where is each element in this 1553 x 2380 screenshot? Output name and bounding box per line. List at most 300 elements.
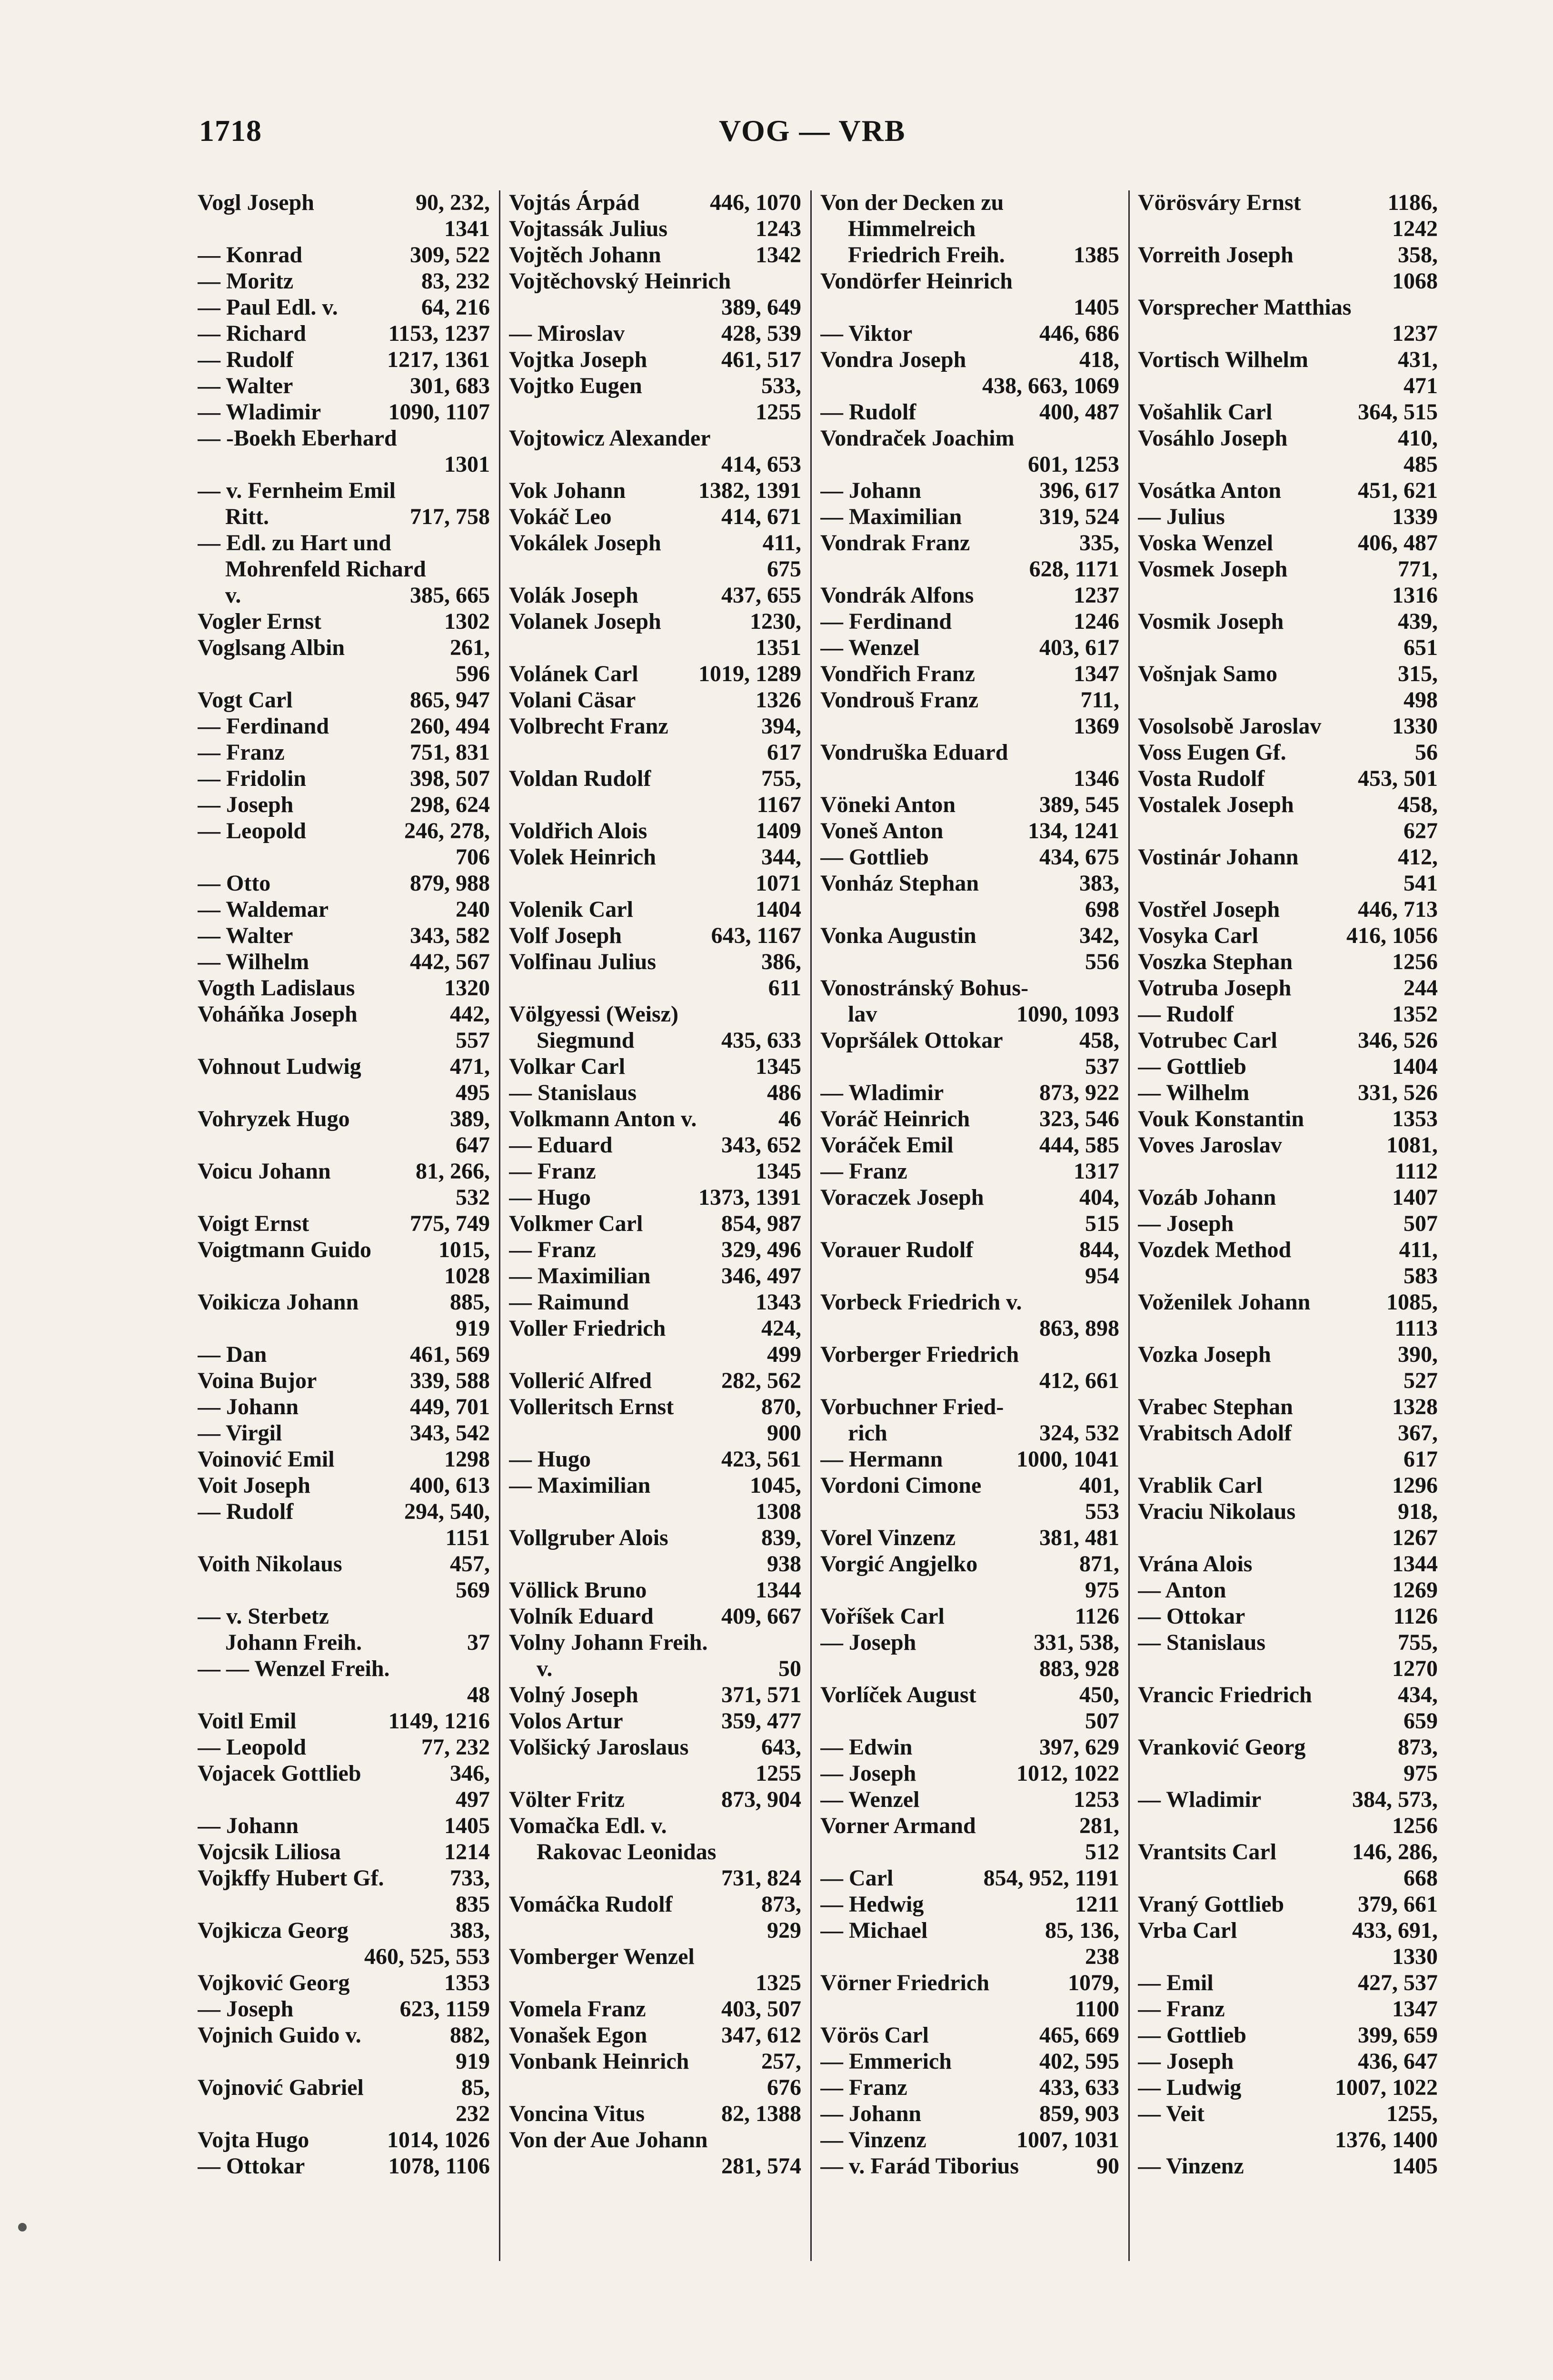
index-entry <box>198 347 490 373</box>
entry-continuation-pages: 611 <box>768 975 801 1001</box>
entry-pages: 844, <box>1079 1237 1119 1262</box>
index-entry <box>1138 1080 1438 1106</box>
index-entry <box>509 2101 801 2127</box>
entry-line <box>509 1001 801 1027</box>
entry-pages: 439, <box>1398 609 1438 634</box>
entry-pages: 301, 683 <box>410 373 490 398</box>
index-entry <box>820 347 1119 399</box>
entry-name: Vöneki Anton <box>820 792 956 817</box>
entry-pages: 85, 136, <box>1045 1918 1119 1943</box>
entry-pages: 465, 669 <box>1039 2023 1119 2048</box>
entry-line <box>198 1289 490 1315</box>
index-entry <box>1138 1603 1438 1629</box>
entry-line <box>820 1446 1119 1472</box>
index-entry <box>509 582 801 608</box>
entry-name: Vogler Ernst <box>198 609 322 634</box>
entry-name: Vojtowicz Alexander <box>509 426 711 451</box>
entry-pages: 281, <box>1079 1813 1119 1838</box>
entry-continuation-pages: 497 <box>456 1787 490 1812</box>
entry-name: Voneš Anton <box>820 818 944 843</box>
entry-name: Volleritsch Ernst <box>509 1394 674 1419</box>
entry-pages: 461, 517 <box>721 347 801 372</box>
entry-continuation <box>509 1551 801 1577</box>
index-entry <box>820 739 1119 792</box>
index-entry <box>509 1210 801 1237</box>
entry-continuation <box>509 1865 801 1891</box>
entry-pages: 1328 <box>1392 1394 1438 1419</box>
entry-continuation <box>1138 451 1438 477</box>
entry-line <box>198 1760 490 1786</box>
entry-line <box>820 1080 1119 1106</box>
entry-line <box>1138 1891 1438 1917</box>
index-entry <box>509 713 801 765</box>
entry-pages: 1015, <box>438 1237 490 1262</box>
entry-pages: 347, 612 <box>721 2023 801 2048</box>
entry-continuation-pages: 1151 <box>445 1525 490 1550</box>
entry-continuation-pages: 460, 525, 553 <box>364 1944 490 1969</box>
entry-name: — Eduard <box>509 1132 613 1158</box>
entry-line <box>198 1917 490 1944</box>
entry-name: Vojcsik Liliosa <box>198 1839 341 1864</box>
entry-continuation-pages: 617 <box>1404 1447 1438 1472</box>
entry-name: Volánek Carl <box>509 661 638 686</box>
entry-pages: 56 <box>1415 740 1438 765</box>
entry-pages: 1012, 1022 <box>1016 1761 1119 1786</box>
index-entry <box>1138 2101 1438 2153</box>
entry-pages: 1405 <box>1392 2153 1438 2179</box>
entry-name: Vouk Konstantin <box>1138 1106 1304 1131</box>
entry-continuation <box>1138 1315 1438 1341</box>
index-entry <box>509 1944 801 1996</box>
entry-continuation-pages: 954 <box>1085 1263 1119 1289</box>
entry-line <box>1138 1917 1438 1944</box>
entry-continuation <box>820 1001 1119 1027</box>
entry-pages: 623, 1159 <box>399 1996 490 2022</box>
entry-line <box>198 1237 490 1263</box>
index-entry <box>509 608 801 661</box>
entry-continuation-pages: 1237 <box>1392 321 1438 346</box>
index-entry <box>198 687 490 713</box>
entry-name: Vohnout Ludwig <box>198 1054 361 1079</box>
entry-line <box>820 1891 1119 1917</box>
entry-name: — Ottokar <box>1138 1604 1245 1629</box>
index-entry <box>198 2022 490 2074</box>
index-entry <box>1138 949 1438 975</box>
entry-line <box>820 661 1119 687</box>
entry-continuation <box>198 1263 490 1289</box>
index-entry <box>198 1472 490 1498</box>
index-entry <box>198 1813 490 1839</box>
entry-name: — Edwin <box>820 1735 913 1760</box>
index-entry <box>198 896 490 922</box>
entry-name: Vojtassák Julius <box>509 216 668 241</box>
column-rule <box>810 190 812 2261</box>
entry-continuation <box>198 1577 490 1603</box>
entry-pages: 260, 494 <box>410 714 490 739</box>
entry-name: — Franz <box>820 1159 907 1184</box>
entry-continuation-pages: 1068 <box>1392 268 1438 294</box>
entry-line <box>1138 844 1438 870</box>
entry-pages: 457, <box>450 1551 490 1577</box>
entry-name: Völgyessi (Weisz) <box>509 1002 678 1027</box>
entry-line <box>1138 608 1438 635</box>
entry-name: — Ferdinand <box>198 714 329 739</box>
entry-name: Vrablik Carl <box>1138 1473 1263 1498</box>
entry-name: — Walter <box>198 923 293 948</box>
entry-name: Vojacek Gottlieb <box>198 1761 361 1786</box>
entry-name: Vollgruber Alois <box>509 1525 668 1550</box>
entry-pages: 451, 621 <box>1358 478 1438 503</box>
entry-name: — Joseph <box>198 1996 294 2022</box>
entry-name: Vošahlik Carl <box>1138 399 1273 425</box>
entry-name: Vrantsits Carl <box>1138 1839 1277 1864</box>
entry-pages: 433, 691, <box>1352 1918 1438 1943</box>
entry-name: — Waldemar <box>198 897 329 922</box>
entry-pages: 404, <box>1079 1185 1119 1210</box>
entry-name: — Rudolf <box>198 1499 294 1524</box>
index-entry <box>198 1551 490 1603</box>
entry-name: Voinović Emil <box>198 1447 335 1472</box>
entry-name: Vorreith Joseph <box>1138 242 1294 268</box>
entry-pages: 428, 539 <box>721 321 801 346</box>
entry-pages: 437, 655 <box>721 583 801 608</box>
page-number: 1718 <box>199 114 262 148</box>
entry-pages: 486 <box>767 1080 801 1105</box>
entry-name: Vomáčka Rudolf <box>509 1892 673 1917</box>
entry-name: — Rudolf <box>820 399 916 425</box>
entry-continuation-pages: 569 <box>456 1577 490 1603</box>
index-entry <box>1138 739 1438 765</box>
entry-name: — Johann <box>198 1813 299 1838</box>
index-entry <box>820 687 1119 739</box>
index-entry <box>1138 1027 1438 1053</box>
entry-pages: 90 <box>1096 2153 1119 2179</box>
entry-name: Vondörfer Heinrich <box>820 268 1013 294</box>
entry-line <box>198 922 490 949</box>
entry-pages: 398, 507 <box>410 766 490 791</box>
entry-name: Vomela Franz <box>509 1996 646 2022</box>
index-entry <box>820 425 1119 477</box>
entry-continuation <box>1138 818 1438 844</box>
entry-pages: 879, 988 <box>410 871 490 896</box>
entry-name: Volenik Carl <box>509 897 633 922</box>
entry-continuation-pages: 1267 <box>1392 1525 1438 1550</box>
entry-name: — v. Sterbetz <box>198 1604 329 1629</box>
entry-continuation <box>1138 1760 1438 1786</box>
entry-pages: 1345 <box>756 1159 801 1184</box>
entry-continuation-pages: 717, 758 <box>410 504 490 529</box>
entry-pages: 458, <box>1398 792 1438 817</box>
entry-line <box>198 242 490 268</box>
entry-line <box>820 1786 1119 1813</box>
entry-continuation <box>820 896 1119 922</box>
entry-line <box>198 1813 490 1839</box>
entry-name: Vonostránský Bohus- <box>820 975 1029 1001</box>
entry-pages: 755, <box>761 766 801 791</box>
entry-continuation-pages: 938 <box>767 1551 801 1577</box>
entry-line <box>1138 922 1438 949</box>
entry-line <box>198 373 490 399</box>
entry-pages: 771, <box>1398 556 1438 582</box>
entry-line <box>1138 1786 1438 1813</box>
entry-pages: 1296 <box>1392 1473 1438 1498</box>
entry-line <box>198 2022 490 2048</box>
entry-continuation <box>1138 216 1438 242</box>
entry-line <box>820 425 1119 451</box>
entry-line <box>198 1446 490 1472</box>
entry-name: Voith Nikolaus <box>198 1551 342 1577</box>
entry-pages: 1343 <box>756 1289 801 1315</box>
entry-name: — Emil <box>1138 1970 1214 1995</box>
entry-continuation <box>509 451 801 477</box>
entry-name: — Edl. zu Hart und <box>198 530 391 555</box>
entry-line <box>509 242 801 268</box>
entry-continuation <box>198 1080 490 1106</box>
entry-line <box>509 1734 801 1760</box>
entry-pages: 90, 232, <box>416 190 490 215</box>
index-entry <box>820 1760 1119 1786</box>
entry-line <box>1138 1341 1438 1368</box>
index-entry <box>509 530 801 582</box>
entry-continuation <box>509 1341 801 1368</box>
entry-line <box>509 1080 801 1106</box>
entry-line <box>820 2074 1119 2101</box>
entry-continuation <box>1138 582 1438 608</box>
entry-continuation <box>509 1970 801 1996</box>
entry-name: Volbrecht Franz <box>509 714 668 739</box>
entry-continuation-pages: 512 <box>1085 1839 1119 1864</box>
entry-name: Voigt Ernst <box>198 1211 309 1236</box>
entry-continuation <box>820 949 1119 975</box>
entry-line <box>820 582 1119 608</box>
print-speck <box>18 2223 27 2231</box>
entry-line <box>509 504 801 530</box>
entry-line <box>509 2127 801 2153</box>
entry-pages: 643, <box>761 1735 801 1760</box>
entry-name: Vojkffy Hubert Gf. <box>198 1865 384 1891</box>
index-entry <box>1138 242 1438 294</box>
entry-pages: 854, 952, 1191 <box>983 1865 1119 1891</box>
index-entry <box>820 1891 1119 1917</box>
index-entry <box>1138 504 1438 530</box>
index-entry <box>509 1891 801 1944</box>
index-entry <box>198 1368 490 1394</box>
entry-pages: 711, <box>1080 687 1119 713</box>
entry-line <box>509 1394 801 1420</box>
index-entry <box>198 1656 490 1708</box>
entry-name: Vondruška Eduard <box>820 740 1008 765</box>
entry-continuation <box>509 399 801 425</box>
entry-continuation <box>198 1891 490 1917</box>
index-entry <box>820 1289 1119 1341</box>
entry-line <box>1138 1970 1438 1996</box>
entry-name: Vorbuchner Fried- <box>820 1394 1004 1419</box>
entry-name: — — Wenzel Freih. <box>198 1656 390 1681</box>
index-entry <box>509 1996 801 2022</box>
entry-continuation-pages: 698 <box>1085 897 1119 922</box>
index-entry <box>198 268 490 294</box>
entry-pages: 1269 <box>1392 1577 1438 1603</box>
entry-line <box>198 1865 490 1891</box>
entry-name: Voves Jaroslav <box>1138 1132 1282 1158</box>
index-entry <box>1138 1917 1438 1970</box>
entry-line <box>198 896 490 922</box>
entry-line <box>198 425 490 451</box>
entry-continuation <box>509 2074 801 2101</box>
entry-name: — Franz <box>198 740 285 765</box>
entry-line <box>509 1472 801 1498</box>
entry-continuation-text: Ritt. <box>225 504 269 529</box>
entry-line <box>198 1210 490 1237</box>
entry-continuation <box>509 1839 801 1865</box>
entry-pages: 1405 <box>444 1813 490 1838</box>
index-entry <box>198 530 490 608</box>
entry-continuation <box>198 1132 490 1158</box>
entry-line <box>509 896 801 922</box>
entry-name: — Dan <box>198 1342 267 1367</box>
entry-name: Voss Eugen Gf. <box>1138 740 1286 765</box>
index-entry <box>1138 975 1438 1001</box>
entry-pages: 1019, 1289 <box>698 661 801 686</box>
entry-name: Vojnich Guido v. <box>198 2023 361 2048</box>
index-entry <box>198 1865 490 1917</box>
entry-continuation-pages: 1242 <box>1392 216 1438 241</box>
entry-pages: 431, <box>1398 347 1438 372</box>
entry-name: Vosátka Anton <box>1138 478 1282 503</box>
entry-name: Volák Joseph <box>509 583 638 608</box>
entry-line <box>1138 530 1438 556</box>
index-entry <box>509 1682 801 1708</box>
entry-pages: 383, <box>450 1918 490 1943</box>
index-entry <box>820 635 1119 661</box>
entry-name: Völlick Bruno <box>509 1577 647 1603</box>
entry-name: — Paul Edl. v. <box>198 295 338 320</box>
index-entry <box>509 661 801 687</box>
entry-line <box>820 975 1119 1001</box>
entry-continuation-pages: 37 <box>467 1630 490 1655</box>
entry-line <box>198 713 490 739</box>
entry-continuation-pages: 438, 663, 1069 <box>982 373 1119 398</box>
entry-name: Voženilek Johann <box>1138 1289 1311 1315</box>
entry-name: — -Boekh Eberhard <box>198 426 397 451</box>
entry-continuation-pages: 1308 <box>756 1499 801 1524</box>
column-rule <box>1128 190 1130 2261</box>
entry-line <box>1138 1603 1438 1629</box>
entry-pages: 77, 232 <box>421 1735 490 1760</box>
entry-name: Vokáč Leo <box>509 504 612 529</box>
index-entry <box>1138 347 1438 399</box>
entry-continuation-pages: 675 <box>767 556 801 582</box>
entry-continuation <box>820 451 1119 477</box>
index-entry <box>509 1289 801 1315</box>
entry-pages: 1045, <box>750 1473 801 1498</box>
entry-line <box>1138 1472 1438 1498</box>
entry-pages: 450, <box>1079 1682 1119 1707</box>
entry-name: Volník Eduard <box>509 1604 654 1629</box>
entry-line <box>1138 1498 1438 1525</box>
entry-name: — Viktor <box>820 321 913 346</box>
entry-name: Vojnović Gabriel <box>198 2075 364 2100</box>
entry-name: Vogl Joseph <box>198 190 314 215</box>
index-entry <box>509 347 801 373</box>
entry-continuation-pages: 495 <box>456 1080 490 1105</box>
entry-pages: 381, 481 <box>1039 1525 1119 1550</box>
entry-line <box>820 347 1119 373</box>
entry-continuation <box>198 2048 490 2074</box>
entry-continuation-pages: 1341 <box>444 216 490 241</box>
entry-pages: 364, 515 <box>1358 399 1438 425</box>
entry-name: — Leopold <box>198 1735 307 1760</box>
entry-line <box>198 1839 490 1865</box>
entry-pages: 1090, 1107 <box>388 399 490 425</box>
entry-continuation-pages: 668 <box>1404 1865 1438 1891</box>
entry-pages: 400, 487 <box>1039 399 1119 425</box>
entry-name: — Maximilian <box>509 1473 651 1498</box>
entry-continuation-pages: 1316 <box>1392 583 1438 608</box>
entry-continuation-pages: 835 <box>456 1892 490 1917</box>
entry-continuation-pages: 1351 <box>756 635 801 660</box>
index-entry <box>198 1210 490 1237</box>
entry-line <box>820 2127 1119 2153</box>
entry-line <box>1138 1734 1438 1760</box>
entry-line <box>820 922 1119 949</box>
entry-name: Vorgić Angjelko <box>820 1551 978 1577</box>
entry-continuation-pages: 676 <box>767 2075 801 2100</box>
entry-pages: 244 <box>1404 975 1438 1001</box>
entry-continuation <box>509 792 801 818</box>
index-entry <box>1138 1970 1438 1996</box>
entry-name: Vrancic Friedrich <box>1138 1682 1312 1707</box>
entry-line <box>509 477 801 504</box>
entry-pages: 1407 <box>1392 1185 1438 1210</box>
entry-continuation-pages: 731, 824 <box>721 1865 801 1891</box>
entry-name: Vogth Ladislaus <box>198 975 355 1001</box>
entry-line <box>820 1106 1119 1132</box>
entry-name: — Ludwig <box>1138 2075 1242 2100</box>
entry-continuation-pages: 1113 <box>1394 1316 1438 1341</box>
index-entry <box>198 1760 490 1813</box>
entry-name: — v. Farád Tiborius <box>820 2153 1019 2179</box>
index-entry <box>820 1603 1119 1629</box>
entry-line <box>509 373 801 399</box>
index-entry <box>509 1184 801 1210</box>
index-entry <box>509 896 801 922</box>
index-entry <box>1138 713 1438 739</box>
entry-pages: 342, <box>1079 923 1119 948</box>
entry-name: — Hugo <box>509 1447 591 1472</box>
entry-line <box>1138 1132 1438 1158</box>
entry-name: Vojtěchovský Heinrich <box>509 268 731 294</box>
entry-line <box>820 530 1119 556</box>
index-entry <box>509 1080 801 1106</box>
entry-continuation <box>198 504 490 530</box>
entry-pages: 403, 617 <box>1039 635 1119 660</box>
entry-name: — Joseph <box>198 792 294 817</box>
entry-line <box>198 320 490 347</box>
entry-name: Vonbank Heinrich <box>509 2049 689 2074</box>
entry-pages: 343, 542 <box>410 1420 490 1446</box>
entry-name: Vondrouš Franz <box>820 687 979 713</box>
entry-continuation-pages: 1270 <box>1392 1656 1438 1681</box>
entry-continuation <box>509 2153 801 2179</box>
entry-line <box>1138 949 1438 975</box>
entry-line <box>198 1053 490 1080</box>
index-entry <box>198 320 490 347</box>
entry-name: Vondra Joseph <box>820 347 966 372</box>
entry-pages: 411, <box>1399 1237 1438 1262</box>
index-entry <box>820 1341 1119 1394</box>
entry-continuation <box>820 1498 1119 1525</box>
